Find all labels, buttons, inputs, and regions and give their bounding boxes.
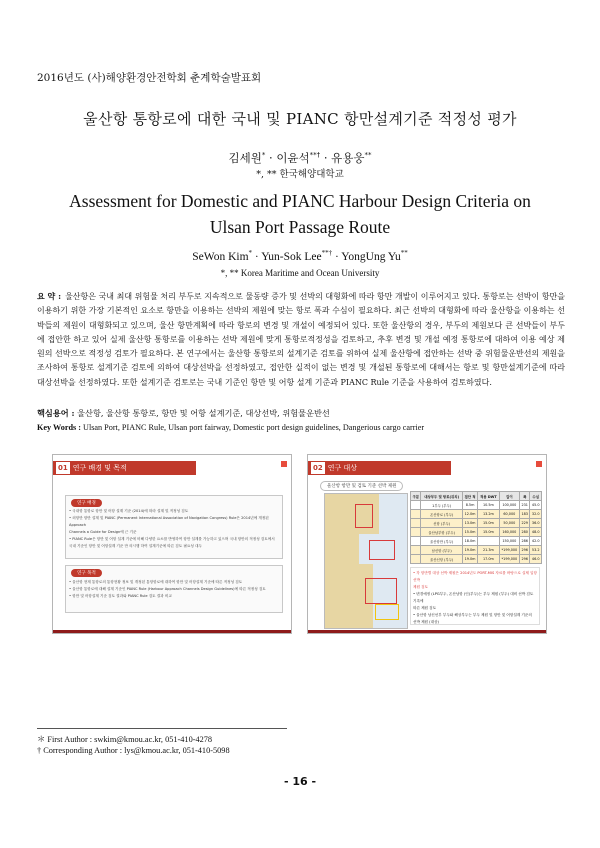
table-cell [411, 519, 421, 528]
title-english-line2: Ulsan Port Passage Route [209, 217, 391, 237]
title-korean: 울산항 통항로에 대한 국내 및 PIANC 항만설계기준 적정성 평가 [83, 110, 517, 128]
bullet-item: 국내 기준인 항만 및 어항설계 기준 만 의시행 하여 설계기준에 따른 검토 필요성 대두 [69, 544, 202, 548]
purpose-bullets [69, 579, 279, 600]
table-cell: 280 [520, 528, 530, 537]
port-map [324, 493, 408, 629]
table-cell: 18.0m [462, 537, 477, 546]
table-cell: 울산남부항 (부두) [421, 528, 462, 537]
table-header: 길이 [499, 492, 519, 501]
table-cell: 45.0 [530, 501, 542, 510]
abstract-text: 울산항은 국내 최대 위험물 처리 부두로 지속적으로 물동량 증가 및 선박의 대형화에 따라 항만 개발이 이루어지고 있다. 통항로는 선박이 항만을 이용하기 위한 가장 기본적인 요소로 항만을 이용하는 선박의 제원에 맞는 항로 폭과 수심이 필요하다. 최근 선박의 대형화에 따라 울산항을 이용하는 선박들의 제원이 대형화되고 있으며, 울산 항만계획에 따라 항로의 변경 및 개설이 예정되어 있다. 또한 울산항의 경우, 부두의 제원보다 큰 선박들이 부두에 접안한 하고 있어 실제 울산항 통항로를 이용하는 선박 제원에 맞게 통항로적정성을 검토하고, 추후 변경 및 개설 예정 통항로에 대하여 이용 예상 제원의 선박으로 적정성 검토가 필요하다. 본 연구에서는 울산항 통항로의 설계기준 검토를 위하여 실제 울산항에 접안하는 선박 중 위험물운반선의 제원을 조사하여 통항로 설계기준 검토에 의하여 대상선박을 선정하였고, 접안한 실적이 없는 변경 및 개설된 통항로에 대해서는 항로 및 항만설계기준에 따라 대상선박을 선정하였다. 또한 설계기준 검토로는 국내 기준인 항만 및 어항 설계 기준과 PIANC Rule 기준을 사용하여 검토하였다. [37, 292, 566, 387]
affiliation-korean: *, ** 한국해양대학교 [256, 169, 344, 180]
author-mark: ** [364, 151, 372, 160]
authors-english [0, 249, 600, 263]
bullet-item: Channels a Guide for Design에 근 기준 [69, 530, 137, 534]
slide-research-target [307, 454, 547, 634]
map-zone [369, 540, 395, 560]
table-cell [411, 555, 421, 564]
page-number: - 16 - [283, 775, 317, 788]
slide-subtitle: 울산항 항만 및 검토 기준 선박 제원 [320, 481, 403, 491]
table-row [411, 501, 542, 510]
table-cell: 296 [520, 555, 530, 564]
author-name: 김세원 [228, 151, 262, 165]
map-land [325, 494, 359, 628]
table-cell: 울산신항 (부두) [421, 555, 462, 564]
background-bullets [69, 508, 279, 550]
keywords-english-text: Ulsan Port, PIANC Rule, Ulsan port fairway, Domestic port design guidelines, Dangerious cargo carrier [83, 423, 425, 432]
slide-research-background [52, 454, 292, 634]
table-cell: 183 [520, 510, 530, 519]
table-header-row [411, 492, 542, 501]
table-cell: 53.2 [530, 546, 542, 555]
note-line: • 변경예정 (LPG부두, 온산남항 (인)부두)는 부두 제원 (부두) 대비 선박 검토 기록에 [413, 592, 534, 603]
slide-number: 02 [313, 464, 323, 472]
table-header: 구분 [411, 492, 421, 501]
table-cell: 286 [520, 537, 530, 546]
table-cell: 50,000 [499, 519, 519, 528]
title-english-line1: Assessment for Domestic and PIANC Harbour Design Criteria on [69, 191, 531, 211]
table-cell [411, 537, 421, 546]
footnote-first-author: ＊ First Author : swkim@kmou.ac.kr, 051-410-4278 [37, 735, 213, 744]
table-cell [411, 546, 421, 555]
table-row [411, 528, 542, 537]
table-row [411, 537, 542, 546]
bullet-item: • 외항만 항만 설계 및 PIANC (Permanent International Association of Navigation Congress) Rule은 2014년에 개정된 Approach [69, 516, 269, 527]
table-cell: 36.0 [530, 519, 542, 528]
table-cell: *199,000 [499, 555, 519, 564]
table-header: 폭 [520, 492, 530, 501]
table-cell: 42.0 [530, 537, 542, 546]
bullet-item: • 항만 및 어항설계 기준 검토 결과와 PIANC Rule 검토 결과 비교 [69, 594, 172, 598]
table-cell: 17.0m [478, 555, 499, 564]
table-cell: 19.0m [462, 555, 477, 564]
author-separator: · [323, 151, 328, 165]
slide-number: 01 [58, 464, 68, 472]
table-cell: 1부두 (부두) [421, 501, 462, 510]
slide-marker-icon [536, 461, 542, 467]
table-row [411, 510, 542, 519]
slide-heading-text: 연구 대상 [327, 464, 358, 472]
title-english [40, 188, 560, 240]
note-line: 제원 검토 [413, 585, 429, 589]
target-notes [410, 567, 540, 625]
author-name: Yun-Sok Lee [261, 250, 322, 263]
table-row [411, 546, 542, 555]
table-cell: 신항 (부두) [421, 519, 462, 528]
table-cell: 150,000 [499, 537, 519, 546]
keywords-english [37, 423, 565, 432]
footnote-corresponding-author: † Corresponding Author : lys@kmou.ac.kr, 051-410-5098 [37, 746, 230, 755]
table-cell: 온산항로 (부두) [421, 510, 462, 519]
author-mark: **† [321, 249, 333, 257]
table-cell: 32.0 [530, 510, 542, 519]
table-header: 수심 [530, 492, 542, 501]
section-pill: 연구 배경 [71, 499, 102, 507]
ship-spec-table [410, 491, 542, 564]
table-cell [411, 501, 421, 510]
slide-heading [308, 461, 451, 475]
abstract [37, 289, 565, 390]
section-pill: 연구 목적 [71, 569, 102, 577]
note-line: • 각 항만별 대상 선박 제원은 2014년도 PORT-MIS 자료를 바탕으로 실제 입항 선박 [413, 571, 537, 582]
table-cell: 229 [520, 519, 530, 528]
conference-header: 2016년도 (사)해양환경안전학회 춘계학술발표회 [37, 72, 262, 84]
map-zone [365, 578, 397, 604]
table-cell: 160,000 [499, 528, 519, 537]
author-name: YongUng Yu [341, 250, 401, 263]
author-mark: * [261, 151, 266, 160]
table-cell: *199,000 [499, 546, 519, 555]
table-cell: 100,000 [499, 501, 519, 510]
abstract-label: 요 약 : [37, 291, 62, 301]
keywords-korean [37, 408, 565, 419]
bullet-item: • 국내항 통항로 항만 및 어항 설계 기준 (2014)에 따라 설계 및 적정성 검토 [69, 509, 189, 513]
author-mark: **† [309, 151, 321, 160]
table-cell [411, 510, 421, 519]
slide-footer-bar [53, 630, 291, 633]
table-cell: 12.0m [462, 510, 477, 519]
affiliation-english: *, ** Korea Maritime and Ocean University [220, 268, 380, 278]
author-mark: * [248, 249, 253, 257]
table-cell: 21.3m [478, 546, 499, 555]
author-separator: · [269, 151, 273, 165]
slide-marker-icon [281, 461, 287, 467]
keywords-korean-label: 핵심용어 : [37, 408, 75, 418]
table-cell: 15.0m [478, 519, 499, 528]
author-name: 유용웅 [331, 151, 365, 165]
table-header: 적용 DWT [478, 492, 499, 501]
table-cell [478, 537, 499, 546]
table-cell: 19.0m [462, 546, 477, 555]
table-cell: 13.0m [462, 519, 477, 528]
table-cell: 46.0 [530, 555, 542, 564]
bullet-item: • 울산항 현재 통항로의 통항현황 정보 및 개정된 통항항로에 대하여 항만 및 어항설계 기준에 따른 적정성 검토 [69, 580, 243, 584]
keywords-english-label: Key Words : [37, 423, 81, 432]
table-cell [411, 528, 421, 537]
note-line: 선박 제원 (대상) [413, 620, 439, 624]
table-header: 대상부두 및 항로(위치) [421, 492, 462, 501]
author-name: 이윤석 [276, 151, 310, 165]
map-zone [355, 504, 373, 528]
table-cell: 13.2m [478, 510, 499, 519]
slide-footer-bar [308, 630, 546, 633]
table-cell: 15.0m [462, 528, 477, 537]
author-separator: · [254, 250, 259, 263]
bullet-item: • 울산항 통항로에 대해 설계 기준인 PIANC Rule (Harbour Approach Channels Design Guidelines)에 따른 적정성 검토 [69, 587, 266, 591]
slide-heading [53, 461, 196, 475]
table-cell: 15.0m [478, 528, 499, 537]
author-name: SeWon Kim [192, 250, 249, 263]
slide-heading-text: 연구 배경 및 목적 [72, 464, 127, 472]
table-cell: 8.5m [462, 501, 477, 510]
author-separator: · [334, 250, 339, 263]
table-cell: 231 [520, 501, 530, 510]
table-cell: 남신항 (부두) [421, 546, 462, 555]
table-row [411, 519, 542, 528]
table-cell: 48.0 [530, 528, 542, 537]
author-mark: ** [400, 249, 408, 257]
map-zone [375, 604, 399, 620]
table-cell: 10.5m [478, 501, 499, 510]
table-row [411, 555, 542, 564]
note-line: • 울산항 남신선부 부두와 해상부두는 부두 제원 및 항만 및 어항설계 기준의 [413, 613, 532, 617]
keywords-korean-text: 울산항, 울산항 통항로, 항만 및 어항 설계기준, 대상선박, 위험물운반선 [77, 408, 330, 418]
note-line: 따른 제원 검토 [413, 606, 437, 610]
bullet-item: • PIANC Rule은 항만 및 어항 설계 기준에 비해 다양한 요소를 반영하여 항만 설계를 가능하고 있으며 국내 항만의 적정성 검토에서 [69, 537, 275, 541]
table-cell: 60,000 [499, 510, 519, 519]
table-cell: 울산항만 (부두) [421, 537, 462, 546]
footnote-divider [37, 728, 287, 729]
table-cell: 296 [520, 546, 530, 555]
authors-korean [0, 150, 600, 166]
table-header: 접안 척 [462, 492, 477, 501]
